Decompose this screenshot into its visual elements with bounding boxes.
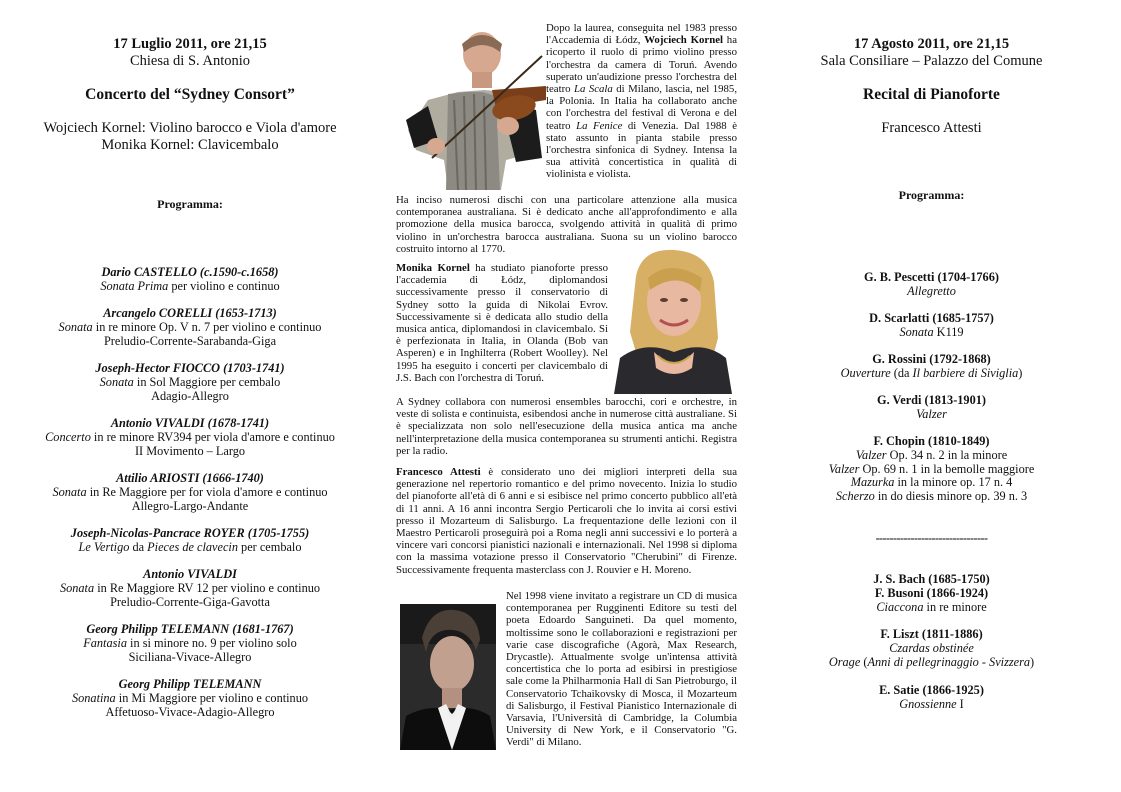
program-entry [0, 362, 380, 403]
program-entry [742, 394, 1121, 422]
program-entry [0, 266, 380, 294]
work-title: Gnossienne [899, 696, 957, 711]
work-title: Sonata [99, 374, 134, 389]
bio-monika-paragraph-2: A Sydney collabora con numerosi ensembles barocchi, cori e orchestre, in veste di solista e continuista, esibendosi anche in numerose città australiane. Si è specializzata non solo nell'esecuzione della musica antica ma anche nell'interpretazione della musica contemporanea su strumenti antichi. Registra per la radio. [396, 396, 737, 457]
performer-line: Monika Kornel: Clavicembalo [101, 137, 279, 153]
concert-venue: Sala Consiliare – Palazzo del Comune [820, 53, 1043, 69]
composer-name: Georg Philipp TELEMANN (1681-1767) [86, 622, 294, 636]
composer-name: Antonio VIVALDI (1678-1741) [110, 416, 270, 430]
program-entry [0, 527, 380, 555]
program-entry: D. Scarlatti (1685-1757) Sonata K119 [742, 312, 1121, 340]
work-title: Sonata Prima [100, 278, 169, 293]
performer-name: Wojciech Kornel [644, 34, 723, 47]
work-title: Sonata [59, 580, 95, 595]
work-title: Pieces de clavecin [147, 539, 238, 554]
composer-name: Arcangelo CORELLI (1653-1713) [103, 306, 277, 320]
bio-monika-paragraph: Monika Kornel ha studiato pianoforte presso l'accademia di Łódz, diplomandosi successivamente presso il conservatorio di Sydney sotto la guida di Nikolai Evrov. Successivamente si è dedicata allo studio della musica antica, diplomandosi in clavicembalo. Si è perfezionata in Italia, in Olanda (Bob van Asperen) e in Inghilterra (Robert Woolley). Nel 1995 ha eseguito i concerti per clavicembalo di J.S. Bach con l'orchestra di Toruń. [396, 262, 608, 384]
program-entry: F. Chopin (1810-1849) Valzer Op. 34 n. 2 in la minore Valzer Op. 69 n. 1 in la bemolle maggiore Mazurka in la minore op. 17 n. 4 Scherzo in do diesis minore op. 39 n. 3 [742, 435, 1121, 504]
work-detail: in Re Maggiore per for viola d'amore e continuo [86, 484, 328, 499]
composer-name: G. B. Pescetti (1704-1766) [864, 270, 999, 284]
composer-name: Dario CASTELLO (c.1590-c.1658) [101, 265, 279, 279]
movements: II Movimento – Largo [134, 443, 246, 458]
program-entry [0, 417, 380, 458]
program-entry [0, 623, 380, 664]
composer-name: Joseph-Hector FIOCCO (1703-1741) [95, 361, 285, 375]
work-title: Ouverture [840, 365, 891, 380]
movements: Preludio-Corrente-Sarabanda-Giga [103, 333, 277, 348]
work-detail: in Re Maggiore RV 12 per violino e continuo [94, 580, 321, 595]
composer-name: F. Busoni (1866-1924) [874, 585, 989, 600]
movements: Siciliana-Vivace-Allegro [128, 649, 252, 664]
composer-name: Antonio VIVALDI [143, 567, 237, 581]
pianist-photo [400, 604, 496, 750]
composer-name: D. Scarlatti (1685-1757) [869, 311, 994, 325]
harpsichordist-photo [614, 248, 732, 394]
work-detail: in Sol Maggiore per cembalo [133, 374, 281, 389]
program-entry [0, 307, 380, 348]
work-detail: in Mi Maggiore per violino e continuo [115, 690, 308, 705]
concert-venue: Chiesa di S. Antonio [129, 53, 251, 69]
composer-name: Georg Philipp TELEMANN [118, 677, 262, 691]
composer-name: G. Verdi (1813-1901) [877, 393, 986, 407]
movements: Allegro-Largo-Andante [131, 498, 249, 513]
right-concert-column [742, 0, 1121, 792]
work-detail: per violino e continuo [168, 278, 280, 293]
composer-name: Joseph-Nicolas-Pancrace ROYER (1705-1755) [70, 526, 310, 540]
divider: -------------------------------- [875, 531, 988, 545]
program-label: Programma: [157, 197, 223, 211]
program-entry: E. Satie (1866-1925) Gnossienne I [742, 684, 1121, 712]
work-title: Valzer [916, 406, 947, 421]
program-entry: F. Liszt (1811-1886) Czardas obstinée Orage (Anni di pellegrinaggio - Svizzera) [742, 628, 1121, 669]
program-label: Programma: [898, 188, 965, 202]
program-entry [0, 568, 380, 609]
concert-date: 17 Agosto 2011, ore 21,15 [853, 36, 1010, 52]
work-title: Concerto [45, 429, 91, 444]
work-detail: in si minore no. 9 per violino solo [126, 635, 297, 650]
work-title: Allegretto [907, 283, 956, 298]
left-concert-column [0, 0, 380, 792]
program-entry [0, 472, 380, 513]
composer-name: E. Satie (1866-1925) [879, 683, 984, 697]
middle-bio-column [394, 0, 738, 792]
performer-line: Francesco Attesti [881, 120, 982, 136]
program-entry [0, 678, 380, 719]
movements: Adagio-Allegro [151, 388, 229, 403]
composer-name: G. Rossini (1792-1868) [872, 352, 991, 366]
concert-date: 17 Luglio 2011, ore 21,15 [113, 36, 267, 52]
bio-wojciech-paragraph: Dopo la laurea, conseguita nel 1983 presso l'Accademia di Łódz, Wojciech Kornel ha ricoperto il ruolo di primo violino presso l'orchestra da camera di Toruń. Avendo superato un'audizione presso l'orchestra del teatro La Scala di Milano, lascia, nel 1985, la Polonia. In Italia ha collaborato anche con l'orchestra del festival di Verona e del teatro La Fenice di Venezia. Dal 1988 è stato assunto in pianta stabile presso l'orchestra sinfonica di Sydney. Intensa la sua attività concertistica in qualità di violinista e violista. [546, 22, 738, 181]
movements: Affetuoso-Vivace-Adagio-Allegro [105, 704, 275, 719]
work-title: Ciaccona [876, 599, 924, 614]
work-detail: per cembalo [237, 539, 302, 554]
bio-wojciech-paragraph-2: Ha inciso numerosi dischi con una particolare attenzione alla musica contemporanea australiana. Si è dedicato anche all'approfondimento e alla promozione della musica barocca, svolgendo attività in qualità di primo violino in un'orchestra barocca australiana. Suona su un violino barocco costruito intorno al 1770. [396, 194, 737, 255]
concert-title: Recital di Pianoforte [863, 86, 1000, 103]
work-detail: in re minore Op. V n. 7 per violino e continuo [92, 319, 322, 334]
work-title: Sonata [52, 484, 87, 499]
composer-name: J. S. Bach (1685-1750) [873, 572, 990, 586]
performer-name: Francesco Attesti [396, 466, 481, 478]
composer-name: Attilio ARIOSTI (1666-1740) [116, 471, 264, 485]
concert-title: Concerto del “Sydney Consort” [85, 86, 295, 103]
violinist-photo [396, 30, 546, 190]
program-entry: J. S. Bach (1685-1750) F. Busoni (1866-1924) Ciaccona in re minore [742, 573, 1121, 614]
work-title: Sonata [58, 319, 93, 334]
work-title: Sonatina [71, 690, 116, 705]
bio-attesti-paragraph: Francesco Attesti è considerato uno dei migliori interpreti della sua generazione nel repertorio romantico e del primo novecento. Inizia lo studio del pianoforte all'età di 6 anni e si esibisce nel primo concerto pubblico all'età di 11 anni. A 16 anni incontra Sergio Perticaroli che lo invita ai corsi estivi presso il Mozarteum di Salisburgo. La frequentazione delle lezioni con il Maestro Perticaroli proseguirà poi a Roma negli anni successivi e lo porterà a vincere vari concorsi pianistici nazionali e internazionali. Nel 1998 si diploma con la massima votazione presso il Conservatorio "Cherubini" di Firenze. Successivamente frequenta masterclass con J. Rouvier e H. Moreno. [396, 466, 737, 576]
work-title: Czardas obstinée [889, 640, 974, 655]
work-detail: da [129, 539, 148, 554]
composer-name: F. Chopin (1810-1849) [873, 434, 990, 448]
bio-attesti-paragraph-2: Nel 1998 viene invitato a registrare un CD di musica contemporanea per Rugginenti Editore su testi del poeta Edoardo Sanguineti. Da quel momento, moltissime sono le collaborazioni e registrazioni per varie case discografiche (Agorà, Max Research, Drycastle). Attualmente svolge un'intensa attività concertistica che lo porta ad esibirsi in prestigiose sale come la Philharmonia Hall di San Pietroburgo, il Conservatorio Tchaikovsky di Mosca, il Mozarteum di Salisburgo, il Festival Pianistico Internazionale di Varsavia, l'Università di Cambridge, la Columbia University di New York, e il Conservatorio "G. Verdi" di Milano. [506, 590, 737, 749]
work-title: Le Vertigo [78, 539, 130, 554]
performer-line: Wojciech Kornel: Violino barocco e Viola d'amore [43, 120, 337, 136]
program-entry [742, 271, 1121, 299]
work-title: Sonata [899, 324, 934, 339]
work-title: Fantasia [83, 635, 127, 650]
work-detail: in re minore RV394 per viola d'amore e continuo [90, 429, 335, 444]
movements: Preludio-Corrente-Giga-Gavotta [110, 594, 270, 609]
composer-name: F. Liszt (1811-1886) [880, 627, 983, 641]
program-entry: G. Rossini (1792-1868) Ouverture (da Il barbiere di Siviglia) [742, 353, 1121, 381]
performer-name: Monika Kornel [396, 262, 470, 274]
